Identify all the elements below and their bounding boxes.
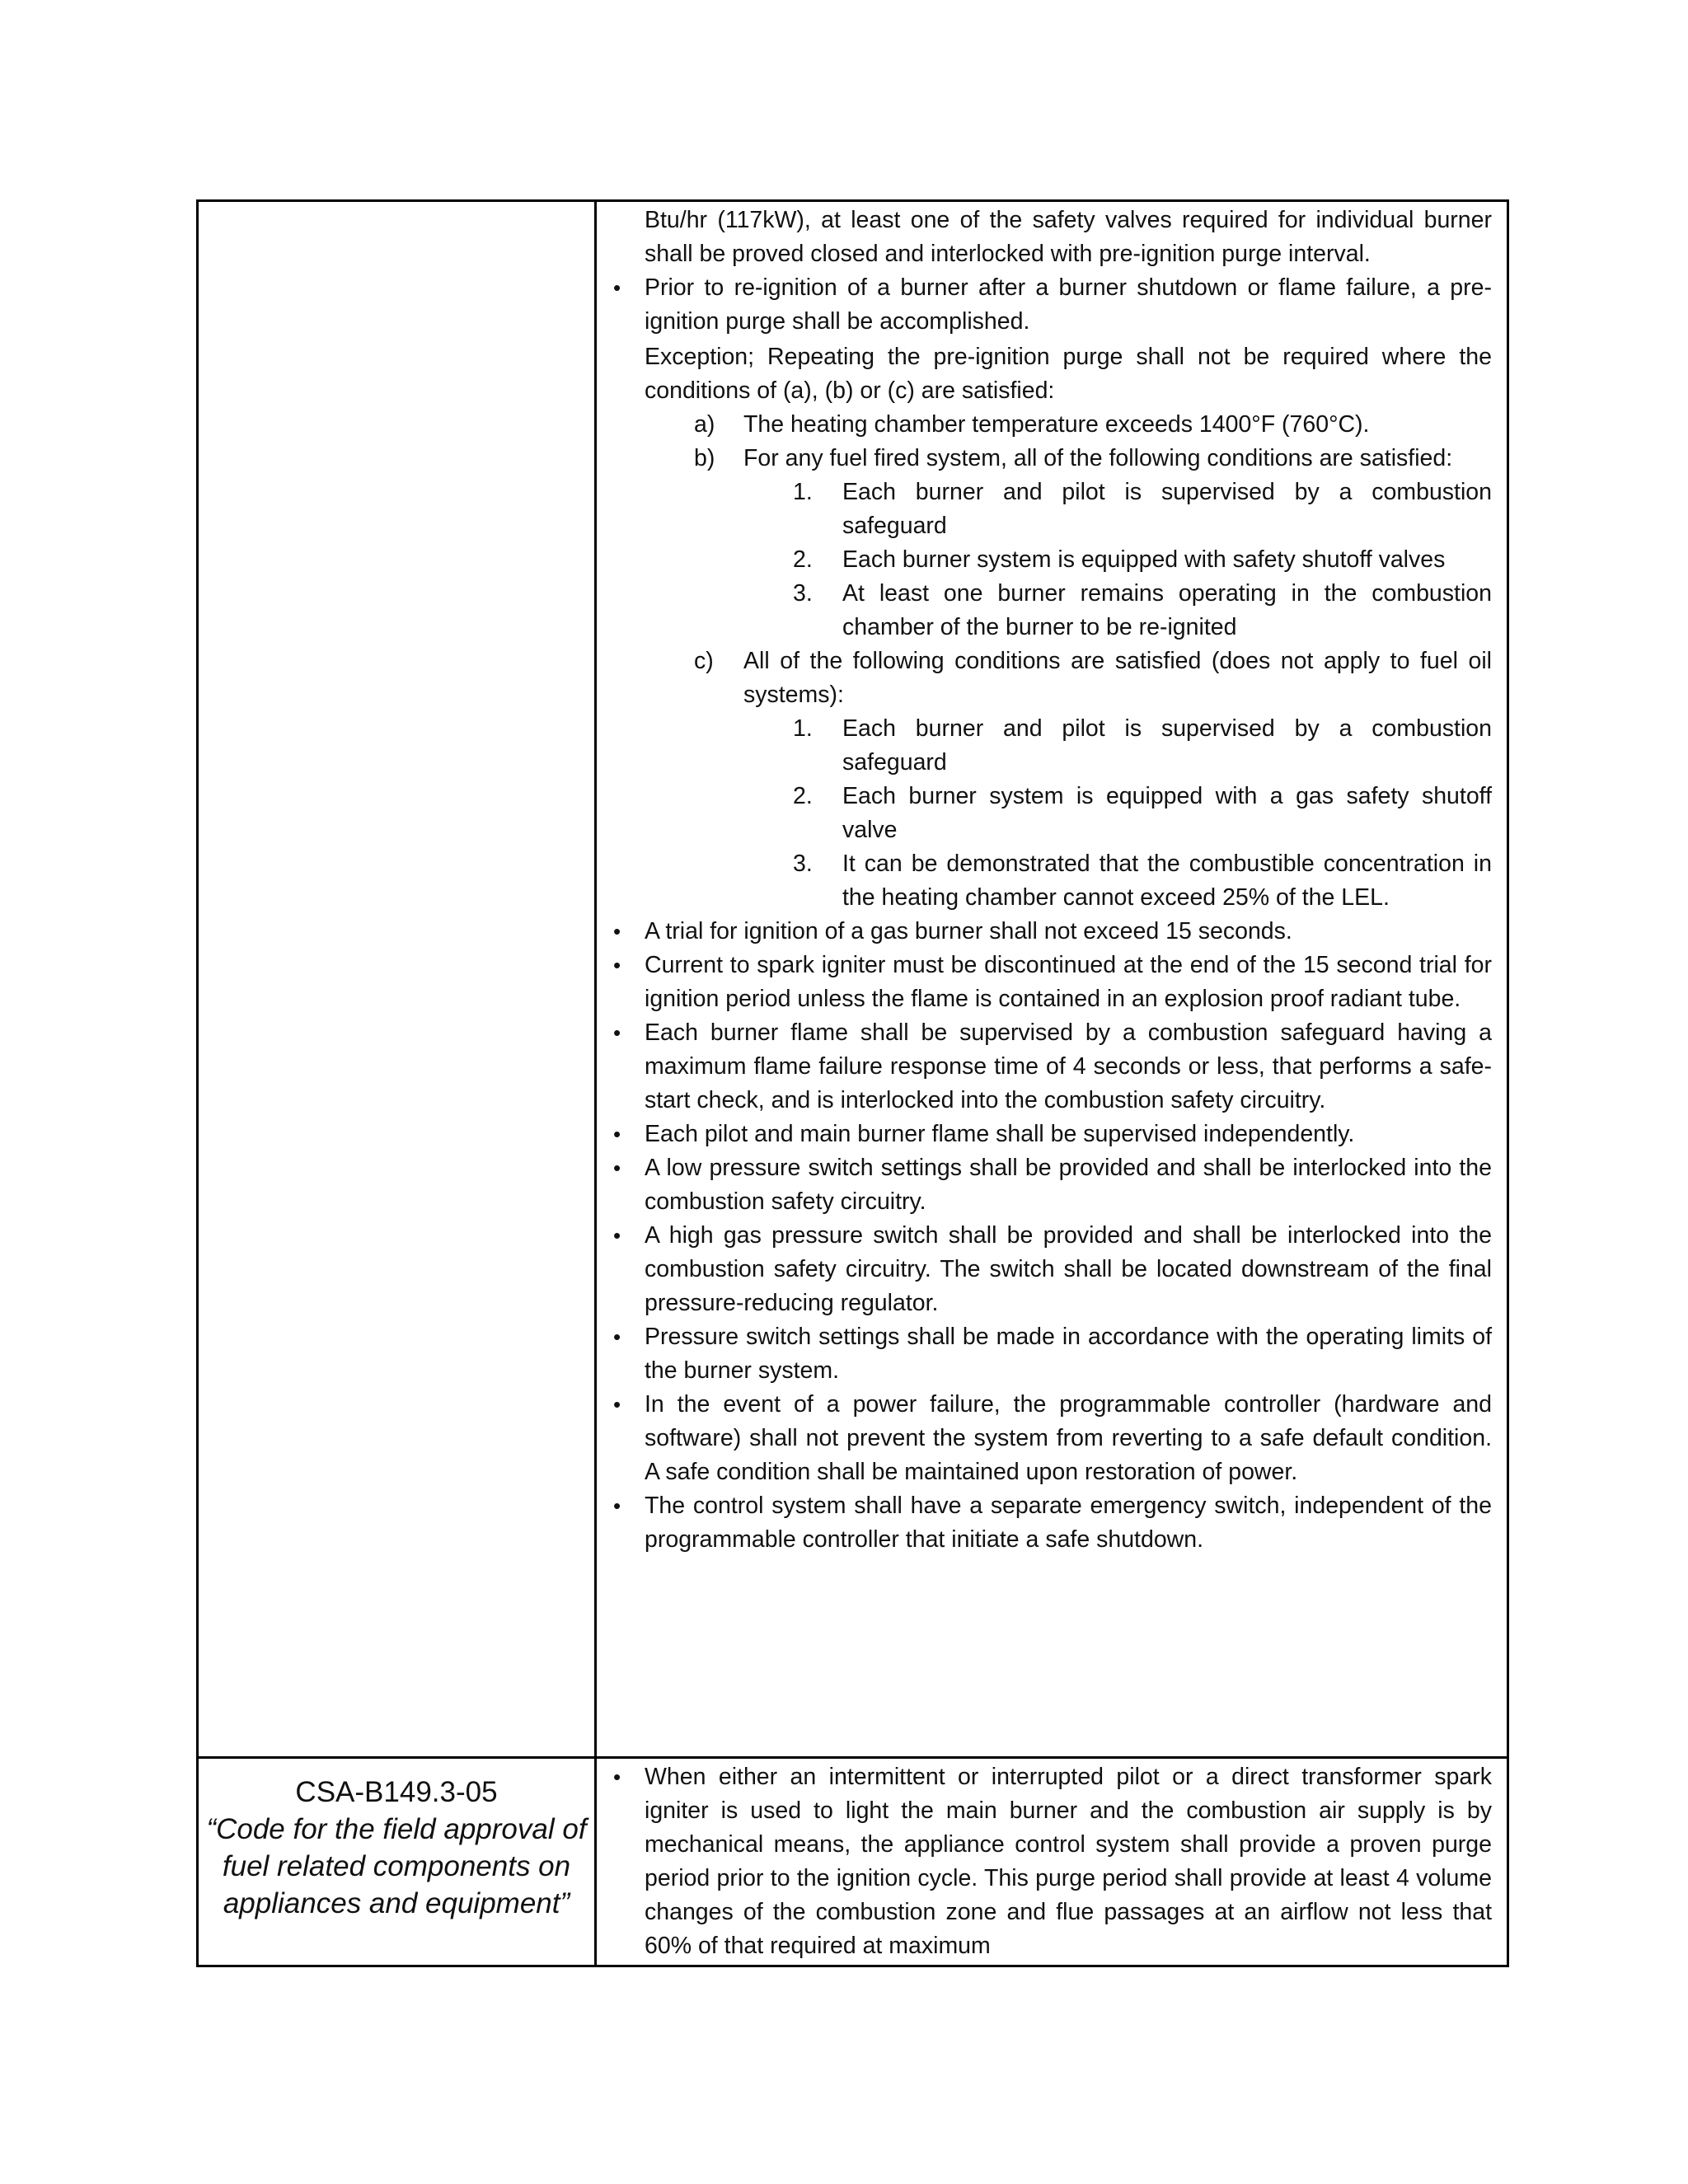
condition-b-item-3 [793, 577, 1492, 644]
item-marker: 3. [793, 580, 813, 607]
condition-text: The heating chamber temperature exceeds 1400°F (760°C). [743, 411, 1370, 438]
bullet-independent-supervision: • Each pilot and main burner flame shall be supervised independently. [645, 1118, 1492, 1151]
bullet-emergency-switch: • The control system shall have a separate emergency switch, independent of the programmable controller that initiate a safe shutdown. [645, 1489, 1492, 1557]
exception-text: Exception; Repeating the pre-ignition purge shall not be required where the conditions of (a), (b) or (c) are satisfied: [645, 344, 1492, 404]
item-marker: 1. [793, 715, 813, 742]
standard-cell-empty [198, 201, 596, 1758]
bullet-spark-igniter: • Current to spark igniter must be discontinued at the end of the 15 second trial for ignition period unless the flame is contained in an explosion proof radiant tube. [645, 949, 1492, 1016]
item-text: Each burner and pilot is supervised by a combustion safeguard [842, 715, 1492, 776]
code-requirements-table [196, 199, 1509, 1967]
bullet-high-pressure-switch: • A high gas pressure switch shall be provided and shall be interlocked into the combustion safety circuitry. The switch shall be located downstream of the final pressure-reducing regulator. [645, 1219, 1492, 1320]
condition-a [694, 408, 1492, 442]
item-text: Each burner and pilot is supervised by a combustion safeguard [842, 479, 1492, 539]
requirements-cell [596, 201, 1508, 1758]
item-marker: 3. [793, 851, 813, 877]
condition-text: All of the following conditions are satisfied (does not apply to fuel oil systems): [743, 648, 1492, 708]
condition-c-item-3 [793, 847, 1492, 915]
condition-marker: a) [694, 411, 715, 438]
item-marker: 2. [793, 783, 813, 809]
condition-marker: c) [694, 648, 714, 674]
condition-marker: b) [694, 445, 715, 471]
standard-cell [198, 1758, 596, 1966]
table-row [198, 201, 1508, 1758]
bullet-power-failure: • In the event of a power failure, the programmable controller (hardware and software) shall not prevent the system from reverting to a safe default condition. A safe condition shall be maintained upon restoration of power. [645, 1388, 1492, 1489]
condition-text: For any fuel fired system, all of the following conditions are satisfied: [743, 445, 1453, 471]
requirements-cell [596, 1758, 1508, 1966]
condition-b-item-2 [793, 543, 1492, 577]
item-marker: 1. [793, 479, 813, 505]
condition-c [694, 644, 1492, 712]
bullet-trial-ignition: • A trial for ignition of a gas burner shall not exceed 15 seconds. [645, 915, 1492, 949]
item-marker: 2. [793, 546, 813, 573]
condition-c-item-1 [793, 712, 1492, 780]
item-text: Each burner system is equipped with a gas safety shutoff valve [842, 783, 1492, 843]
condition-b [694, 442, 1492, 476]
bullet-pressure-settings: • Pressure switch settings shall be made in accordance with the operating limits of the burner system. [645, 1320, 1492, 1388]
standard-name: “Code for the field approval of fuel related components on appliances and equipment” [206, 1813, 587, 1919]
condition-c-item-2 [793, 780, 1492, 847]
item-text: Each burner system is equipped with safety shutoff valves [842, 546, 1446, 573]
item-text: It can be demonstrated that the combustible concentration in the heating chamber cannot exceed 25% of the LEL. [842, 851, 1492, 911]
condition-b-item-1 [793, 476, 1492, 543]
table-row [198, 1758, 1508, 1966]
bullet-reignition: • Prior to re-ignition of a burner after a burner shutdown or flame failure, a pre-ignition purge shall be accomplished. [645, 271, 1492, 339]
bullet-low-pressure-switch: • A low pressure switch settings shall be provided and shall be interlocked into the combustion safety circuitry. [645, 1151, 1492, 1219]
item-text: At least one burner remains operating in the combustion chamber of the burner to be re-ignited [842, 580, 1492, 640]
bullet-proven-purge: • When either an intermittent or interrupted pilot or a direct transformer spark igniter is used to light the main burner and the combustion air supply is by mechanical means, the appliance control system shall provide a proven purge period prior to the ignition cycle. This purge period shall provide at least 4 volume changes of the combustion zone and flue passages at an airflow not less that 60% of that required at maximum [645, 1760, 1492, 1963]
standard-code: CSA-B149.3-05 [295, 1776, 498, 1808]
bullet-flame-supervision: • Each burner flame shall be supervised by a combustion safeguard having a maximum flame failure response time of 4 seconds or less, that performs a safe-start check, and is interlocked into the combustion safety circuitry. [645, 1016, 1492, 1118]
intro-continuation: Btu/hr (117kW), at least one of the safety valves required for individual burner shall be proved closed and interlocked with pre-ignition purge interval. [645, 207, 1492, 267]
